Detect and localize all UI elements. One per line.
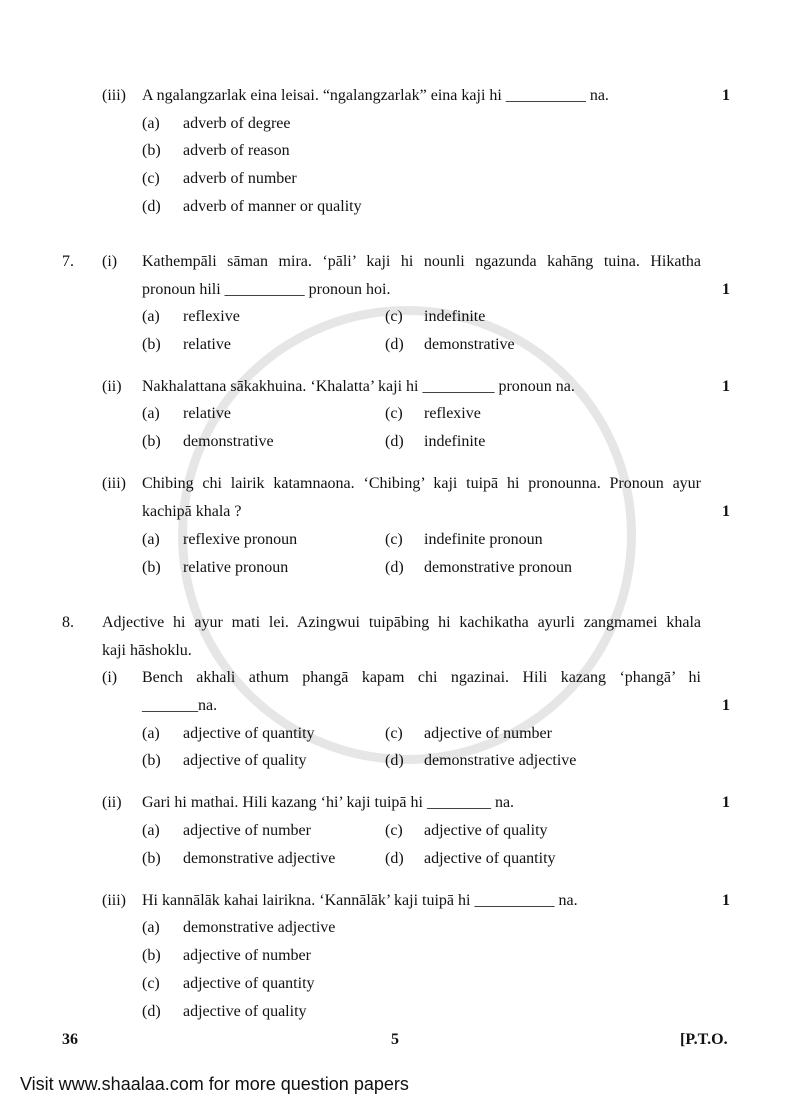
question-text: kaji hāshoklu.: [102, 642, 192, 659]
option-text: adverb of degree: [183, 115, 291, 132]
option-label: (d): [385, 336, 404, 353]
option-label: (d): [385, 752, 404, 769]
option-label: (c): [385, 405, 403, 422]
question-text: Hi kannālāk kahai lairikna. ‘Kannālāk’ kaji tuipā hi __________ na.: [142, 892, 578, 909]
option-label: (d): [142, 1003, 161, 1020]
option-text: reflexive: [424, 405, 481, 422]
option-label: (a): [142, 531, 160, 548]
question-subnumber: (iii): [102, 87, 126, 104]
option-text: adjective of quality: [424, 822, 548, 839]
option-label: (c): [385, 822, 403, 839]
option-label: (b): [142, 142, 161, 159]
option-text: adjective of quality: [183, 752, 307, 769]
option-label: (d): [385, 559, 404, 576]
question-marks: 1: [722, 892, 730, 909]
option-label: (a): [142, 308, 160, 325]
option-text: adverb of reason: [183, 142, 290, 159]
option-label: (b): [142, 559, 161, 576]
option-label: (a): [142, 919, 160, 936]
option-text: relative: [183, 336, 231, 353]
option-label: (b): [142, 850, 161, 867]
option-label: (a): [142, 405, 160, 422]
question-text: Kathempāli sāman mira. ‘pāli’ kaji hi nounli ngazunda kahāng tuina. Hikatha: [142, 253, 701, 270]
option-text: adverb of number: [183, 170, 297, 187]
question-text: _______na.: [142, 697, 218, 714]
question-marks: 1: [722, 503, 730, 520]
option-label: (b): [142, 752, 161, 769]
option-text: adjective of quantity: [183, 975, 315, 992]
option-label: (a): [142, 115, 160, 132]
question-text: Nakhalattana sākakhuina. ‘Khalatta’ kaji hi _________ pronoun na.: [142, 378, 575, 395]
option-label: (c): [142, 975, 160, 992]
question-subnumber: (ii): [102, 378, 122, 395]
option-text: indefinite: [424, 308, 486, 325]
option-label: (d): [142, 198, 161, 215]
option-label: (c): [385, 308, 403, 325]
option-text: relative: [183, 405, 231, 422]
option-text: adjective of quantity: [424, 850, 556, 867]
question-subnumber: (ii): [102, 794, 122, 811]
visit-link[interactable]: Visit www.shaalaa.com for more question papers: [20, 1074, 409, 1094]
question-text: Chibing chi lairik katamnaona. ‘Chibing’ kaji tuipā hi pronounna. Pronoun ayur: [142, 475, 701, 492]
option-text: adjective of quantity: [183, 725, 315, 742]
option-label: (c): [385, 725, 403, 742]
option-label: (b): [142, 433, 161, 450]
question-subnumber: (iii): [102, 475, 126, 492]
question-number: 8.: [62, 614, 74, 631]
question-subnumber: (i): [102, 669, 118, 686]
option-label: (b): [142, 947, 161, 964]
option-text: demonstrative adjective: [183, 919, 336, 936]
question-text: kachipā khala ?: [142, 503, 242, 520]
option-text: demonstrative adjective: [424, 752, 577, 769]
question-text: Gari hi mathai. Hili kazang ‘hi’ kaji tuipā hi ________ na.: [142, 794, 515, 811]
question-marks: 1: [722, 794, 730, 811]
option-text: adjective of number: [183, 822, 311, 839]
option-label: (a): [142, 822, 160, 839]
question-subnumber: (iii): [102, 892, 126, 909]
option-text: reflexive: [183, 308, 240, 325]
option-label: (a): [142, 725, 160, 742]
option-text: indefinite: [424, 433, 486, 450]
option-text: adverb of manner or quality: [183, 198, 362, 215]
option-text: relative pronoun: [183, 559, 289, 576]
question-text: Bench akhali athum phangā kapam chi ngazinai. Hili kazang ‘phangā’ hi: [142, 669, 701, 686]
question-text: A ngalangzarlak eina leisai. “ngalangzarlak” eina kaji hi __________ na.: [142, 87, 609, 104]
question-marks: 1: [722, 697, 730, 714]
option-text: adjective of quality: [183, 1003, 307, 1020]
question-marks: 1: [722, 378, 730, 395]
option-text: demonstrative: [424, 336, 515, 353]
option-text: demonstrative pronoun: [424, 559, 572, 576]
option-label: (d): [385, 433, 404, 450]
option-label: (d): [385, 850, 404, 867]
option-text: reflexive pronoun: [183, 531, 298, 548]
page-number: 5: [391, 1031, 399, 1048]
option-text: adjective of number: [183, 947, 311, 964]
question-marks: 1: [722, 87, 730, 104]
question-subnumber: (i): [102, 253, 118, 270]
option-text: demonstrative adjective: [183, 850, 336, 867]
option-text: indefinite pronoun: [424, 531, 543, 548]
paper-code: 36: [62, 1031, 78, 1048]
option-text: adjective of number: [424, 725, 552, 742]
question-marks: 1: [722, 281, 730, 298]
question-number: 7.: [62, 253, 74, 270]
option-label: (c): [385, 531, 403, 548]
option-label: (b): [142, 336, 161, 353]
option-label: (c): [142, 170, 160, 187]
option-text: demonstrative: [183, 433, 274, 450]
question-text: pronoun hili __________ pronoun hoi.: [142, 281, 391, 298]
question-text: Adjective hi ayur mati lei. Azingwui tuipābing hi kachikatha ayurli zangmamei khala: [102, 614, 701, 631]
pto-label: [P.T.O.: [680, 1031, 728, 1048]
